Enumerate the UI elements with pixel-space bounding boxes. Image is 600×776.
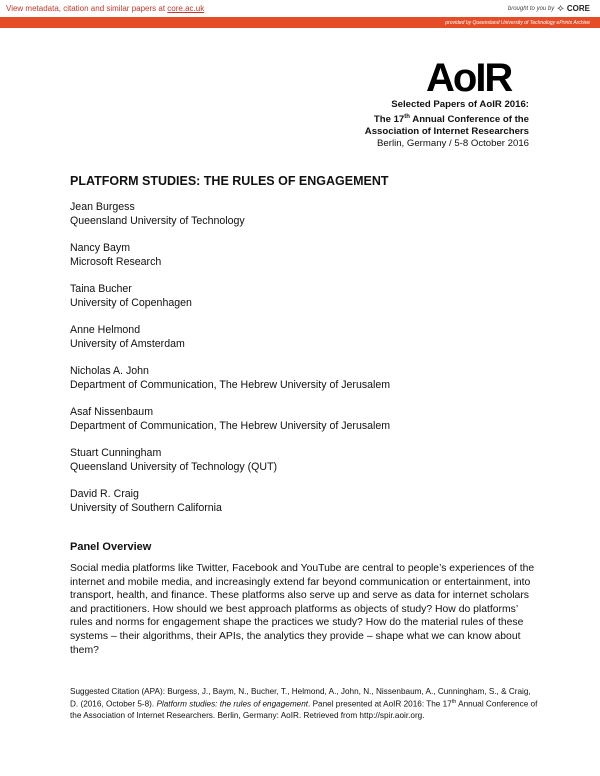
brought-by xyxy=(508,3,590,14)
author-name: Nicholas A. John xyxy=(70,365,149,377)
author-affiliation: Department of Communication, The Hebrew University of Jerusalem xyxy=(70,420,391,432)
author-entry xyxy=(70,405,390,433)
conference-info xyxy=(365,99,529,150)
author-name: Stuart Cunningham xyxy=(70,447,162,459)
citation-middle: . Panel presented at AoIR 2016: The 17 xyxy=(308,699,452,709)
author-name: Taina Bucher xyxy=(70,283,132,295)
author-entry xyxy=(70,241,390,269)
aoir-logo: AoIR xyxy=(426,56,512,100)
author-name: Asaf Nissenbaum xyxy=(70,406,154,418)
author-entry xyxy=(70,200,390,228)
author-entry xyxy=(70,364,390,392)
conference-line-1: Selected Papers of AoIR 2016: xyxy=(391,99,529,110)
author-affiliation: University of Southern California xyxy=(70,502,222,514)
citation-prefix: Suggested Citation (APA): Burgess, J., Baym, N., Bucher, T., Helmond, A., John, N., Nissenbaum, A., Cunningham, S., & Craig, D. (2016, October 5-8). xyxy=(70,687,531,709)
conference-line-4: Berlin, Germany / 5-8 October 2016 xyxy=(377,138,529,150)
author-affiliation: Microsoft Research xyxy=(70,256,162,268)
author-affiliation: University of Copenhagen xyxy=(70,297,192,309)
author-entry xyxy=(70,282,390,310)
author-name: David R. Craig xyxy=(70,488,139,500)
author-list xyxy=(70,200,390,528)
overview-paragraph: Social media platforms like Twitter, Facebook and YouTube are central to people’s experiences of the internet and mobile media, and increasingly extend far beyond communication or entertainment, into transport, health, and finance. These platforms also serve up and serve as data for internet scholars and practitioners. How should we best approach platforms as objects of study? How do platforms’ rules and norms for engagement shape the practices we study? How do the material rules of these systems – their algorithms, their APIs, the analytics they provide – shape what we can know about them? xyxy=(70,563,535,656)
author-name: Anne Helmond xyxy=(70,324,141,336)
author-affiliation: University of Amsterdam xyxy=(70,338,185,350)
provided-by-text[interactable]: provided by Queensland University of Technology ePrints Archive xyxy=(445,19,590,26)
author-entry xyxy=(70,446,390,474)
author-entry xyxy=(70,323,390,351)
suggested-citation xyxy=(70,686,540,721)
core-link-prefix: View metadata, citation and similar papers at xyxy=(6,4,166,13)
author-name: Jean Burgess xyxy=(70,201,135,213)
core-banner xyxy=(0,0,600,29)
core-logo-icon: ⟡ xyxy=(557,3,564,14)
brought-by-text: brought to you by xyxy=(507,5,555,12)
citation-sup: th xyxy=(451,699,457,705)
citation-title: Platform studies: the rules of engagement xyxy=(156,699,309,709)
author-entry xyxy=(70,487,390,515)
core-link[interactable]: core.ac.uk xyxy=(167,4,205,13)
core-metadata-text xyxy=(6,4,204,13)
citation-suffix: Annual Conference of the Association of Internet Researchers. Berlin, Germany: AoIR. Retrieved from http://spir.aoir.org. xyxy=(70,699,538,720)
author-affiliation: Queensland University of Technology (QUT) xyxy=(70,461,278,473)
conference-line-2: The 17th Annual Conference of the xyxy=(373,114,529,126)
core-logo-label[interactable]: CORE xyxy=(566,4,590,13)
author-affiliation: Queensland University of Technology xyxy=(70,215,245,227)
author-affiliation: Department of Communication, The Hebrew University of Jerusalem xyxy=(70,379,391,391)
conference-line-3: Association of Internet Researchers xyxy=(364,126,529,138)
author-name: Nancy Baym xyxy=(70,242,131,254)
provided-by-bar xyxy=(0,17,600,28)
paper-title: PLATFORM STUDIES: THE RULES OF ENGAGEMENT xyxy=(70,174,389,188)
section-heading: Panel Overview xyxy=(70,541,152,553)
